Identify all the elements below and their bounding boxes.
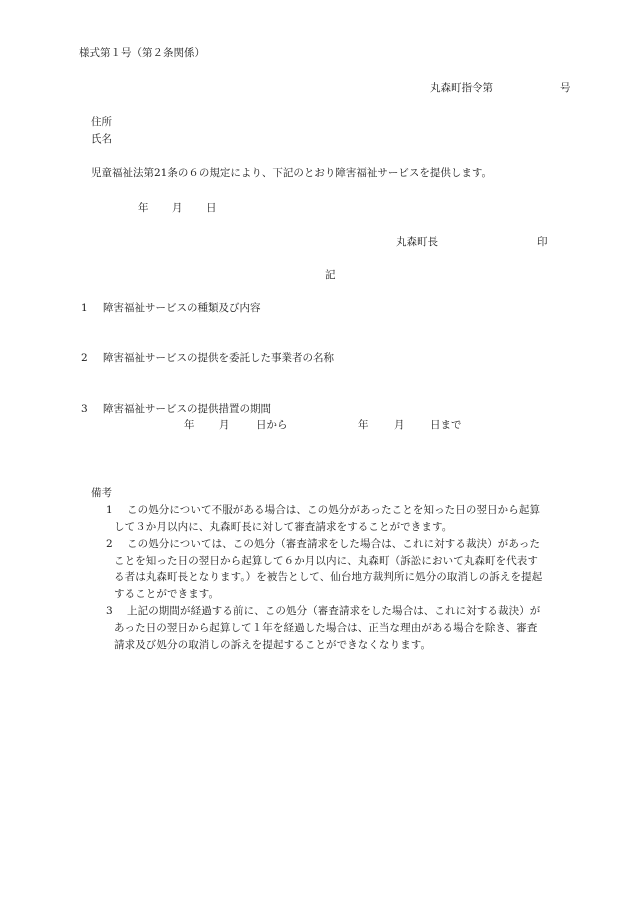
note-number: 2 [106,538,113,550]
ki-heading: 記 [325,269,336,281]
date-month: 月 [172,202,183,214]
document-number-prefix: 丸森町指令第 [430,82,493,94]
name-label: 氏名 [91,133,112,145]
issuer-seal: 印 [537,236,548,248]
item-number: 2 [81,352,88,364]
item-label-provider-name: 障害福祉サービスの提供を委託した事業者の名称 [103,352,334,364]
date-year: 年 [138,202,149,214]
period-to-month: 月 [394,419,405,431]
item-number: 1 [81,302,88,314]
intro-text: 児童福祉法第21条の６の規定により、下記のとおり障害福祉サービスを提供します。 [91,167,493,179]
note-3-line-1: 上記の期間が経過する前に、この処分（審査請求をした場合は、これに対する裁決）が [127,605,541,617]
note-2-line-3: る者は丸森町長となります。）を被告として、仙台地方裁判所に処分の取消しの訴えを提起 [114,571,543,583]
note-3-line-2: あった日の翌日から起算して１年を経過した場合は、正当な理由がある場合を除き、審査 [114,622,538,634]
period-to-day: 日まで [430,419,462,431]
note-2-line-2: ことを知った日の翌日から起算して６か月以内に、丸森町（訴訟において丸森町を代表す [114,555,538,567]
period-from-month: 月 [219,419,230,431]
note-1-line-1: この処分について不服がある場合は、この処分があったことを知った日の翌日から起算 [127,504,541,516]
date-day: 日 [206,202,217,214]
note-number: 3 [106,605,113,617]
item-label-service-type: 障害福祉サービスの種類及び内容 [103,302,261,314]
note-3-line-3: 請求及び処分の取消しの訴えを提起することができなくなります。 [114,639,432,651]
remarks-heading: 備考 [91,487,112,499]
issuer-title: 丸森町長 [396,236,438,248]
address-label: 住所 [91,116,112,128]
item-number: 3 [81,403,88,415]
period-from-day: 日から [256,419,288,431]
note-2-line-1: この処分については、この処分（審査請求をした場合は、これに対する裁決）があった [127,538,541,550]
item-label-period: 障害福祉サービスの提供措置の期間 [103,403,271,415]
form-label: 様式第１号（第２条関係） [79,47,205,59]
period-to-year: 年 [358,419,369,431]
note-number: 1 [106,504,113,516]
note-2-line-4: することができます。 [114,588,220,600]
period-from-year: 年 [184,419,195,431]
document-number-suffix: 号 [560,82,571,94]
note-1-line-2: して３か月以内に、丸森町長に対して審査請求をすることができます。 [114,521,453,533]
